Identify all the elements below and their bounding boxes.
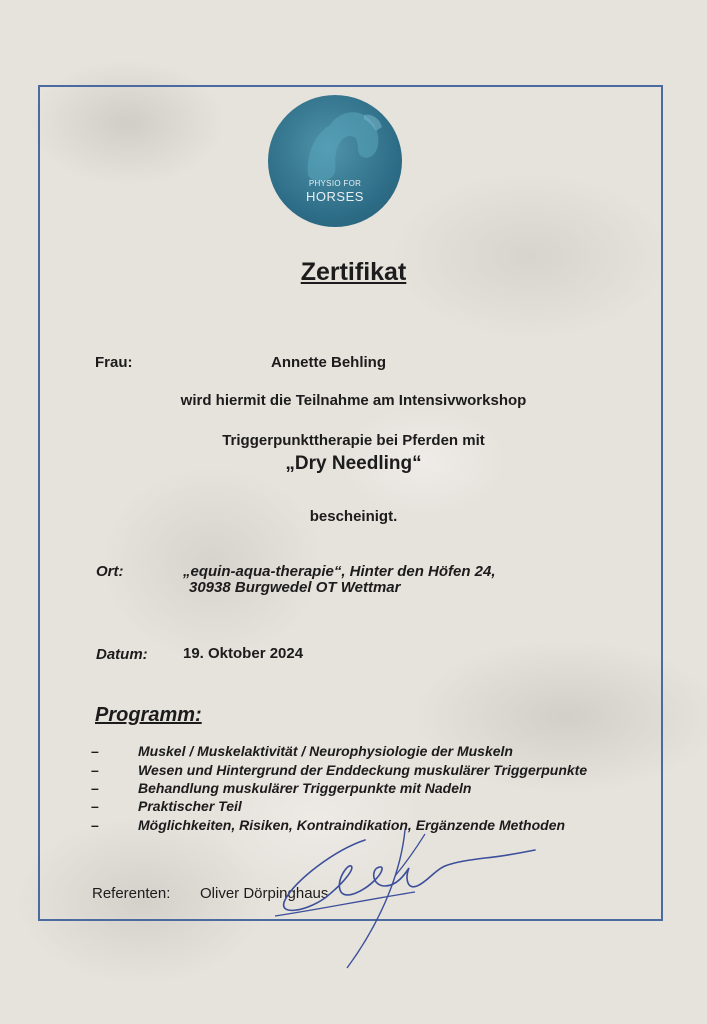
recipient-label: Frau: [95, 354, 133, 371]
program-item: – Behandlung muskulärer Triggerpunkte mit Nadeln [91, 780, 472, 796]
speakers-label: Referenten: [92, 885, 171, 902]
program-heading: Programm: [95, 704, 202, 726]
page-title: Zertifikat [300, 258, 407, 286]
logo-text-line2: HORSES [306, 189, 364, 204]
location-label: Ort: [96, 563, 124, 580]
location-line1: „equin-aqua-therapie“, Hinter den Höfen 24, [183, 563, 496, 580]
horse-head-icon [268, 95, 402, 227]
recipient-name: Annette Behling [271, 354, 386, 371]
program-item: – Muskel / Muskelaktivität / Neurophysiologie der Muskeln [91, 743, 513, 759]
location-line2: 30938 Burgwedel OT Wettmar [189, 579, 401, 596]
participation-text: wird hiermit die Teilnahme am Intensivworkshop [180, 392, 527, 409]
physio-for-horses-logo [268, 95, 402, 227]
signature [255, 820, 555, 980]
program-item: – Wesen und Hintergrund der Enddeckung muskulärer Triggerpunkte [91, 762, 588, 778]
program-item: – Praktischer Teil [91, 798, 242, 814]
certified-text: bescheinigt. [309, 508, 398, 525]
date-value: 19. Oktober 2024 [183, 645, 304, 662]
speaker-name: Oliver Dörpinghaus [200, 885, 329, 902]
date-label: Datum: [96, 646, 148, 663]
workshop-method: „Dry Needling“ [285, 453, 422, 474]
program-item: – Möglichkeiten, Risiken, Kontraindikation, Ergänzende Methoden [91, 817, 566, 833]
workshop-topic: Triggerpunkttherapie bei Pferden mit [222, 432, 485, 449]
logo-text-line1: PHYSIO FOR [308, 179, 362, 188]
